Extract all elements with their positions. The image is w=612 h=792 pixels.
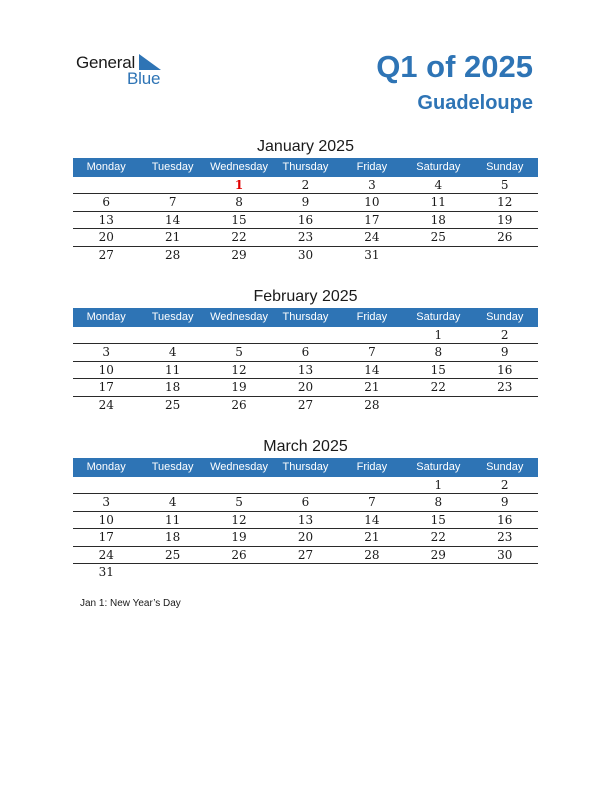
day-cell: 1 — [434, 328, 443, 342]
day-cell: 31 — [98, 564, 114, 579]
week-row — [73, 512, 538, 529]
day-cell: 29 — [231, 247, 247, 262]
day-cell: 15 — [430, 512, 446, 527]
day-cell: 26 — [231, 397, 247, 412]
day-cell: 1 — [234, 178, 244, 192]
logo-blue-text: Blue — [127, 69, 161, 88]
day-cell: 8 — [434, 345, 443, 360]
day-cell: 14 — [364, 512, 380, 527]
day-cell — [339, 564, 405, 581]
month-february — [73, 286, 538, 414]
day-cell: 2 — [500, 478, 509, 492]
day-cell: 15 — [231, 212, 247, 227]
day-cell: 11 — [164, 512, 181, 527]
day-cell: 26 — [231, 547, 247, 562]
week-row — [73, 247, 538, 264]
weekday-label: Thursday — [282, 461, 329, 473]
weekday-label: Tuesday — [151, 311, 194, 323]
day-cell: 12 — [231, 512, 247, 527]
week-row — [73, 564, 538, 581]
day-cell: 31 — [364, 247, 380, 262]
day-cell: 27 — [98, 247, 114, 262]
day-cell: 2 — [301, 178, 310, 192]
day-cell: 23 — [497, 530, 513, 545]
day-cell: 5 — [235, 345, 243, 360]
page-title: Q1 of 2025 — [376, 49, 533, 84]
day-cell: 8 — [434, 495, 443, 510]
country-name: Guadeloupe — [417, 92, 533, 114]
day-cell: 19 — [231, 380, 247, 395]
day-cell: 19 — [497, 212, 513, 227]
day-cell: 28 — [164, 247, 181, 262]
weekday-label: Monday — [86, 461, 126, 473]
day-cell — [206, 477, 272, 493]
day-cell: 3 — [102, 495, 111, 510]
week-row — [73, 229, 538, 246]
day-cell — [139, 177, 205, 193]
day-cell: 20 — [98, 230, 114, 245]
day-cell: 6 — [102, 195, 111, 210]
day-cell: 7 — [168, 195, 177, 210]
day-cell — [339, 327, 405, 343]
logo-general-text: General — [76, 53, 136, 72]
day-cell: 3 — [102, 345, 111, 360]
day-cell: 25 — [164, 397, 181, 412]
day-cell: 21 — [164, 230, 181, 245]
day-cell: 14 — [364, 362, 380, 377]
logo — [76, 52, 176, 88]
day-cell: 12 — [231, 362, 247, 377]
day-cell: 8 — [235, 195, 243, 210]
week-row — [73, 177, 538, 194]
day-cell: 24 — [364, 230, 380, 245]
day-cell: 16 — [497, 362, 513, 377]
day-cell: 11 — [164, 362, 181, 377]
weekday-label: Saturday — [416, 161, 461, 173]
day-cell: 13 — [297, 512, 314, 527]
day-cell — [472, 564, 538, 581]
weekday-label: Tuesday — [151, 161, 194, 173]
day-cell: 17 — [98, 380, 114, 395]
weekday-label: Friday — [356, 311, 388, 323]
day-cell — [339, 477, 405, 493]
day-cell: 4 — [434, 178, 443, 192]
day-cell: 30 — [497, 547, 513, 562]
day-cell: 22 — [430, 380, 446, 395]
day-cell: 15 — [430, 362, 446, 377]
day-cell — [73, 177, 139, 193]
day-cell: 27 — [297, 397, 314, 412]
day-cell: 18 — [430, 212, 446, 227]
day-cell: 24 — [98, 547, 114, 562]
month-title: January 2025 — [257, 138, 354, 155]
day-cell: 28 — [364, 397, 380, 412]
week-row — [73, 397, 538, 414]
weekday-label: Saturday — [416, 461, 461, 473]
day-cell — [405, 397, 471, 414]
day-cell — [139, 477, 205, 493]
day-cell: 23 — [497, 380, 513, 395]
day-cell: 21 — [364, 380, 380, 395]
day-cell — [73, 477, 139, 493]
day-cell: 4 — [168, 345, 177, 360]
day-cell: 25 — [164, 547, 181, 562]
day-cell — [73, 327, 139, 343]
day-cell: 17 — [364, 212, 380, 227]
day-cell: 13 — [297, 362, 314, 377]
day-cell: 13 — [98, 212, 114, 227]
day-cell: 11 — [430, 195, 446, 210]
week-row — [73, 327, 538, 344]
day-cell: 4 — [168, 495, 177, 510]
day-cell: 7 — [368, 495, 376, 510]
weekday-header — [73, 458, 538, 477]
day-cell: 2 — [500, 328, 509, 342]
week-row — [73, 362, 538, 379]
week-row — [73, 547, 538, 564]
day-cell: 16 — [297, 212, 314, 227]
week-row — [73, 379, 538, 396]
day-cell — [472, 247, 538, 264]
day-cell: 1 — [434, 478, 443, 492]
day-cell: 5 — [500, 178, 509, 192]
day-cell — [472, 397, 538, 414]
day-cell: 24 — [98, 397, 114, 412]
week-row — [73, 344, 538, 361]
day-cell: 12 — [497, 195, 513, 210]
weekday-header — [73, 308, 538, 327]
day-cell: 20 — [297, 530, 314, 545]
weekday-label: Friday — [356, 161, 388, 173]
day-cell: 26 — [497, 230, 513, 245]
day-cell: 28 — [364, 547, 380, 562]
week-row — [73, 529, 538, 546]
day-cell: 20 — [297, 380, 314, 395]
day-cell — [405, 564, 471, 581]
day-cell — [206, 327, 272, 343]
month-march — [73, 436, 538, 581]
day-cell — [272, 327, 338, 343]
day-cell: 19 — [231, 530, 247, 545]
month-title: March 2025 — [263, 438, 348, 455]
day-cell: 14 — [164, 212, 181, 227]
weekday-label: Wednesday — [210, 161, 268, 173]
weekday-label: Monday — [86, 161, 126, 173]
day-cell: 9 — [301, 195, 310, 210]
weekday-label: Sunday — [486, 161, 524, 173]
day-cell: 7 — [368, 345, 376, 360]
week-row — [73, 212, 538, 229]
holiday-notes: Jan 1: New Year’s Day — [80, 598, 181, 609]
day-cell: 17 — [98, 530, 114, 545]
day-cell: 5 — [235, 495, 243, 510]
day-cell: 16 — [497, 512, 513, 527]
day-cell: 22 — [231, 230, 247, 245]
day-cell: 23 — [297, 230, 314, 245]
day-cell — [139, 564, 205, 581]
day-cell: 22 — [430, 530, 446, 545]
weekday-label: Saturday — [416, 311, 461, 323]
week-row — [73, 194, 538, 211]
day-cell: 6 — [301, 495, 310, 510]
weekday-label: Sunday — [486, 311, 524, 323]
day-cell: 9 — [500, 495, 509, 510]
weekday-label: Tuesday — [151, 461, 194, 473]
weekday-label: Wednesday — [210, 461, 268, 473]
month-january — [73, 136, 538, 264]
day-cell: 21 — [364, 530, 380, 545]
day-cell: 10 — [98, 362, 114, 377]
week-row — [73, 477, 538, 494]
day-cell: 25 — [430, 230, 446, 245]
flag-icon — [139, 54, 163, 70]
week-row — [73, 494, 538, 511]
weekday-label: Sunday — [486, 461, 524, 473]
weekday-label: Friday — [356, 461, 388, 473]
day-cell: 9 — [500, 345, 509, 360]
day-cell: 29 — [430, 547, 446, 562]
day-cell: 3 — [368, 178, 376, 192]
day-cell: 30 — [297, 247, 314, 262]
day-cell: 6 — [301, 345, 310, 360]
weekday-label: Monday — [86, 311, 126, 323]
weekday-header — [73, 158, 538, 177]
month-title: February 2025 — [253, 288, 358, 305]
day-cell — [272, 477, 338, 493]
weekday-label: Wednesday — [210, 311, 268, 323]
day-cell: 27 — [297, 547, 314, 562]
day-cell — [139, 327, 205, 343]
weekday-label: Thursday — [282, 161, 329, 173]
day-cell: 10 — [364, 195, 380, 210]
day-cell — [405, 247, 471, 264]
weekday-label: Thursday — [282, 311, 329, 323]
day-cell — [206, 564, 272, 581]
day-cell: 18 — [164, 530, 181, 545]
day-cell: 10 — [98, 512, 114, 527]
day-cell: 18 — [164, 380, 181, 395]
day-cell — [272, 564, 338, 581]
